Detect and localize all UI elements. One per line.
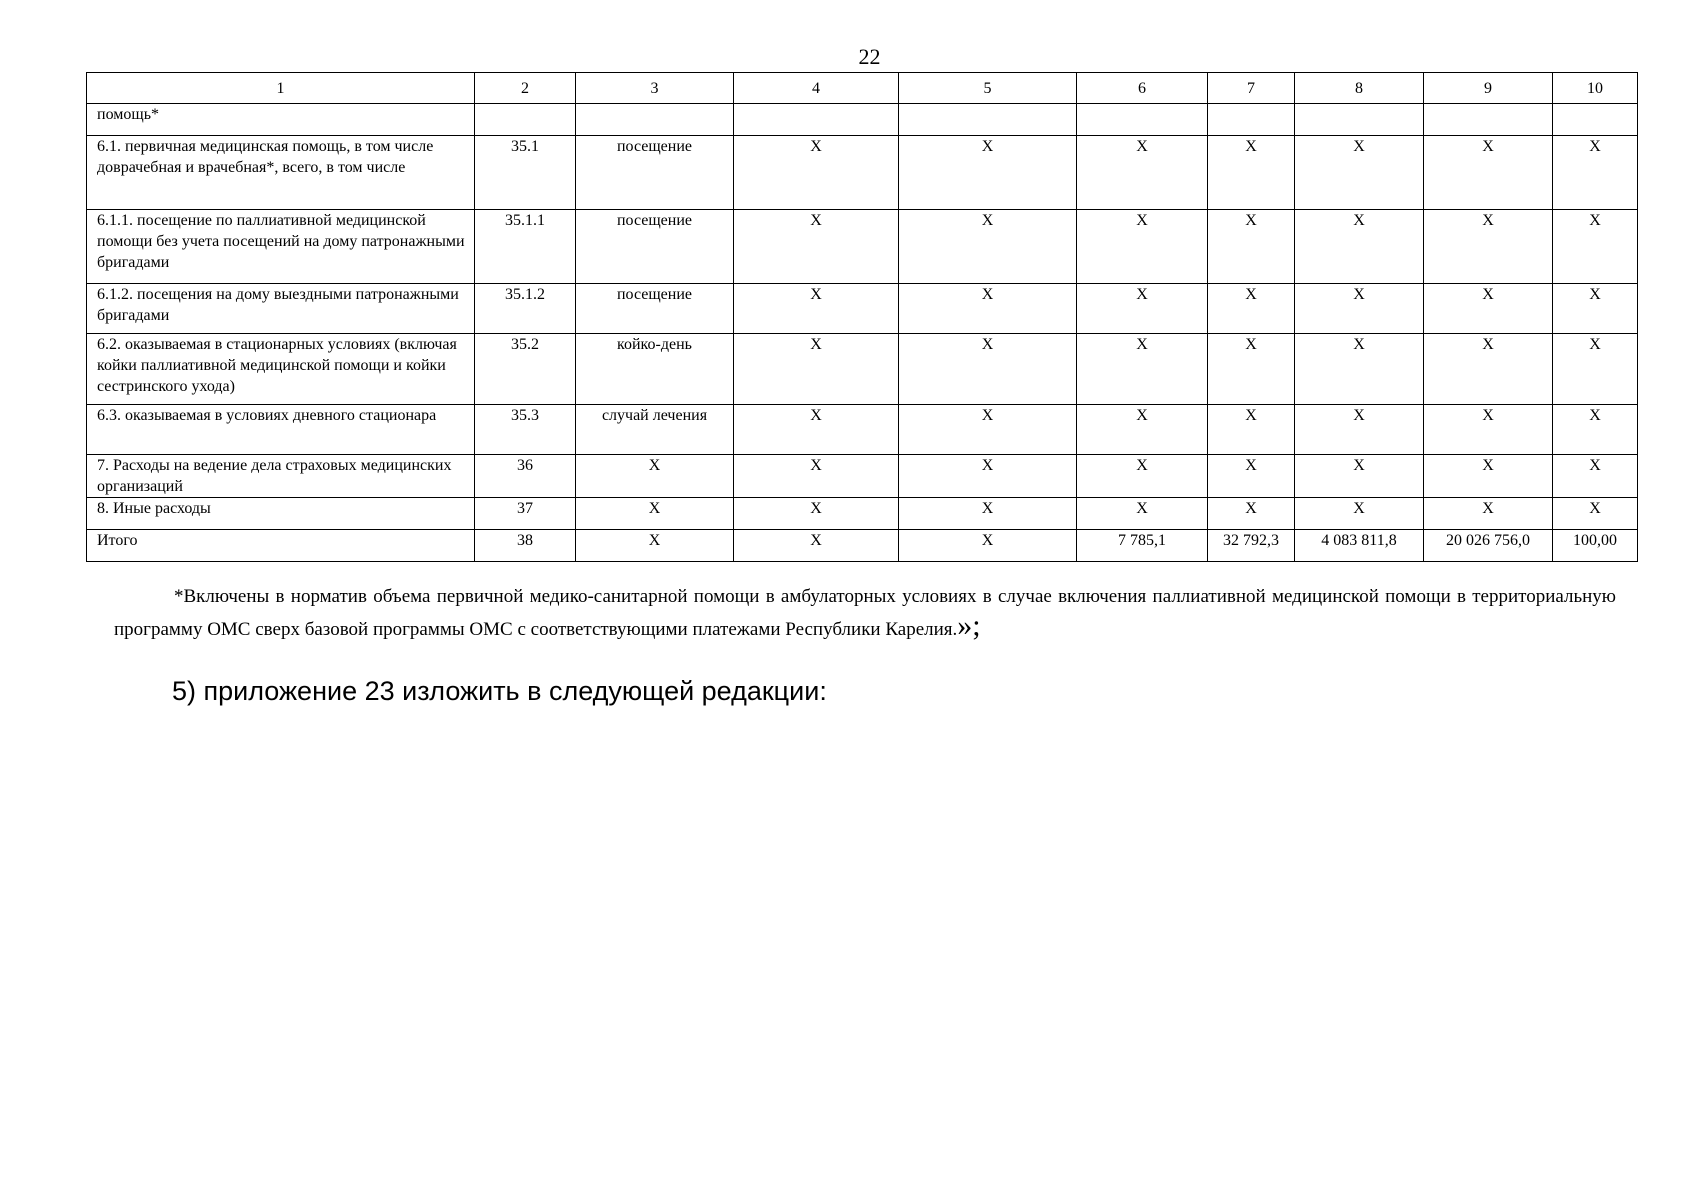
column-number: 9 [1424, 73, 1553, 104]
table-cell: Х [1553, 498, 1638, 530]
column-number: 3 [576, 73, 734, 104]
table-cell: 35.1.1 [475, 210, 576, 284]
table-cell: Х [1295, 210, 1424, 284]
table-cell: Х [1424, 210, 1553, 284]
footnote-text: *Включены в норматив объема первичной медико-санитарной помощи в амбулаторных условиях в случае включения паллиативной медицинской помощи в территориальную программу ОМС сверх базовой программы ОМС с соответствующими платежами Республики Карелия. [114, 586, 1616, 640]
table-cell: 35.1 [475, 136, 576, 210]
footnote [114, 580, 1616, 646]
table-cell: Х [734, 530, 899, 562]
table-cell: Х [1553, 455, 1638, 498]
table-cell: Х [1208, 284, 1295, 334]
table-row [87, 284, 1638, 334]
table-cell: Х [1077, 498, 1208, 530]
column-number: 6 [1077, 73, 1208, 104]
table-cell: Х [1424, 405, 1553, 455]
column-number: 7 [1208, 73, 1295, 104]
table-cell: Х [1553, 284, 1638, 334]
table-cell: Х [576, 455, 734, 498]
table-cell: 36 [475, 455, 576, 498]
table-cell: Х [734, 210, 899, 284]
table-cell: Х [1424, 136, 1553, 210]
table-cell: Х [1295, 405, 1424, 455]
closing-quote: »; [957, 609, 981, 642]
column-number: 10 [1553, 73, 1638, 104]
data-table [86, 72, 1638, 562]
table-row-total [87, 530, 1638, 562]
table-cell: Х [899, 334, 1077, 405]
table-cell: Х [1077, 455, 1208, 498]
table-cell: посещение [576, 284, 734, 334]
table-cell: Х [734, 136, 899, 210]
table-cell [899, 104, 1077, 136]
table-cell: Х [1295, 455, 1424, 498]
table-cell [1295, 104, 1424, 136]
table-cell: Х [899, 405, 1077, 455]
table-cell: Х [1295, 334, 1424, 405]
table-cell: 4 083 811,8 [1295, 530, 1424, 562]
table-cell: Х [1077, 334, 1208, 405]
table-cell: Х [899, 455, 1077, 498]
table-row [87, 210, 1638, 284]
table-cell: 32 792,3 [1208, 530, 1295, 562]
table-row [87, 498, 1638, 530]
table-cell: Х [1424, 498, 1553, 530]
column-number: 2 [475, 73, 576, 104]
table-cell [1208, 104, 1295, 136]
table-row [87, 405, 1638, 455]
table-cell: Х [1295, 136, 1424, 210]
row-label: 7. Расходы на ведение дела страховых медицинских организаций [87, 455, 475, 498]
table-cell: Х [1208, 405, 1295, 455]
table-cell: Х [1424, 455, 1553, 498]
table-cell [475, 104, 576, 136]
table-cell: Х [1553, 210, 1638, 284]
table-cell: Х [734, 284, 899, 334]
table-cell: Х [899, 530, 1077, 562]
table-cell: Х [899, 210, 1077, 284]
table-cell: Х [1077, 284, 1208, 334]
table-cell: Х [1208, 210, 1295, 284]
table-cell: Х [576, 498, 734, 530]
row-label: 6.1.1. посещение по паллиативной медицинской помощи без учета посещений на дому патронажными бригадами [87, 210, 475, 284]
column-number: 5 [899, 73, 1077, 104]
table-cell: Х [576, 530, 734, 562]
table-cell: Х [1553, 136, 1638, 210]
table-cell: случай лечения [576, 405, 734, 455]
row-label: 6.3. оказываемая в условиях дневного стационара [87, 405, 475, 455]
table-cell [1077, 104, 1208, 136]
table-cell [1424, 104, 1553, 136]
table-row [87, 455, 1638, 498]
column-number: 1 [87, 73, 475, 104]
row-label: 6.2. оказываемая в стационарных условиях (включая койки паллиативной медицинской помощи и койки сестринского ухода) [87, 334, 475, 405]
table-cell: Х [1208, 498, 1295, 530]
table-cell: Х [1424, 334, 1553, 405]
table-cell [1553, 104, 1638, 136]
row-label: помощь* [87, 104, 475, 136]
table-cell: 20 026 756,0 [1424, 530, 1553, 562]
table-cell: Х [1077, 405, 1208, 455]
row-label: 8. Иные расходы [87, 498, 475, 530]
table-cell: Х [734, 455, 899, 498]
column-number: 8 [1295, 73, 1424, 104]
table-cell: Х [734, 334, 899, 405]
table-cell [734, 104, 899, 136]
table-cell: койко-день [576, 334, 734, 405]
table-cell: Х [1208, 334, 1295, 405]
table-cell: 38 [475, 530, 576, 562]
table-cell: Х [734, 498, 899, 530]
row-label: 6.1. первичная медицинская помощь, в том числе доврачебная и врачебная*, всего, в том числе [87, 136, 475, 210]
row-label: Итого [87, 530, 475, 562]
table-cell: посещение [576, 210, 734, 284]
table-cell: Х [899, 284, 1077, 334]
table-cell: Х [1424, 284, 1553, 334]
table-cell: Х [899, 498, 1077, 530]
amendment-instruction: 5) приложение 23 изложить в следующей редакции: [172, 676, 827, 706]
table-cell: Х [1208, 455, 1295, 498]
table-cell: 100,00 [1553, 530, 1638, 562]
table-cell: 37 [475, 498, 576, 530]
row-label: 6.1.2. посещения на дому выездными патронажными бригадами [87, 284, 475, 334]
table-cell: Х [1295, 284, 1424, 334]
table-row [87, 136, 1638, 210]
table-cell: 7 785,1 [1077, 530, 1208, 562]
table-cell: Х [1077, 136, 1208, 210]
table-row [87, 334, 1638, 405]
table-header-row [87, 73, 1638, 104]
table-cell: 35.3 [475, 405, 576, 455]
table-row [87, 104, 1638, 136]
table-cell: Х [1208, 136, 1295, 210]
table-cell: Х [1553, 405, 1638, 455]
table-cell [576, 104, 734, 136]
table-cell: Х [1295, 498, 1424, 530]
table-cell: Х [1077, 210, 1208, 284]
table-cell: посещение [576, 136, 734, 210]
column-number: 4 [734, 73, 899, 104]
page-number: 22 [858, 44, 881, 69]
table-cell: Х [734, 405, 899, 455]
table-cell: 35.2 [475, 334, 576, 405]
table-cell: 35.1.2 [475, 284, 576, 334]
table-cell: Х [899, 136, 1077, 210]
table-cell: Х [1553, 334, 1638, 405]
